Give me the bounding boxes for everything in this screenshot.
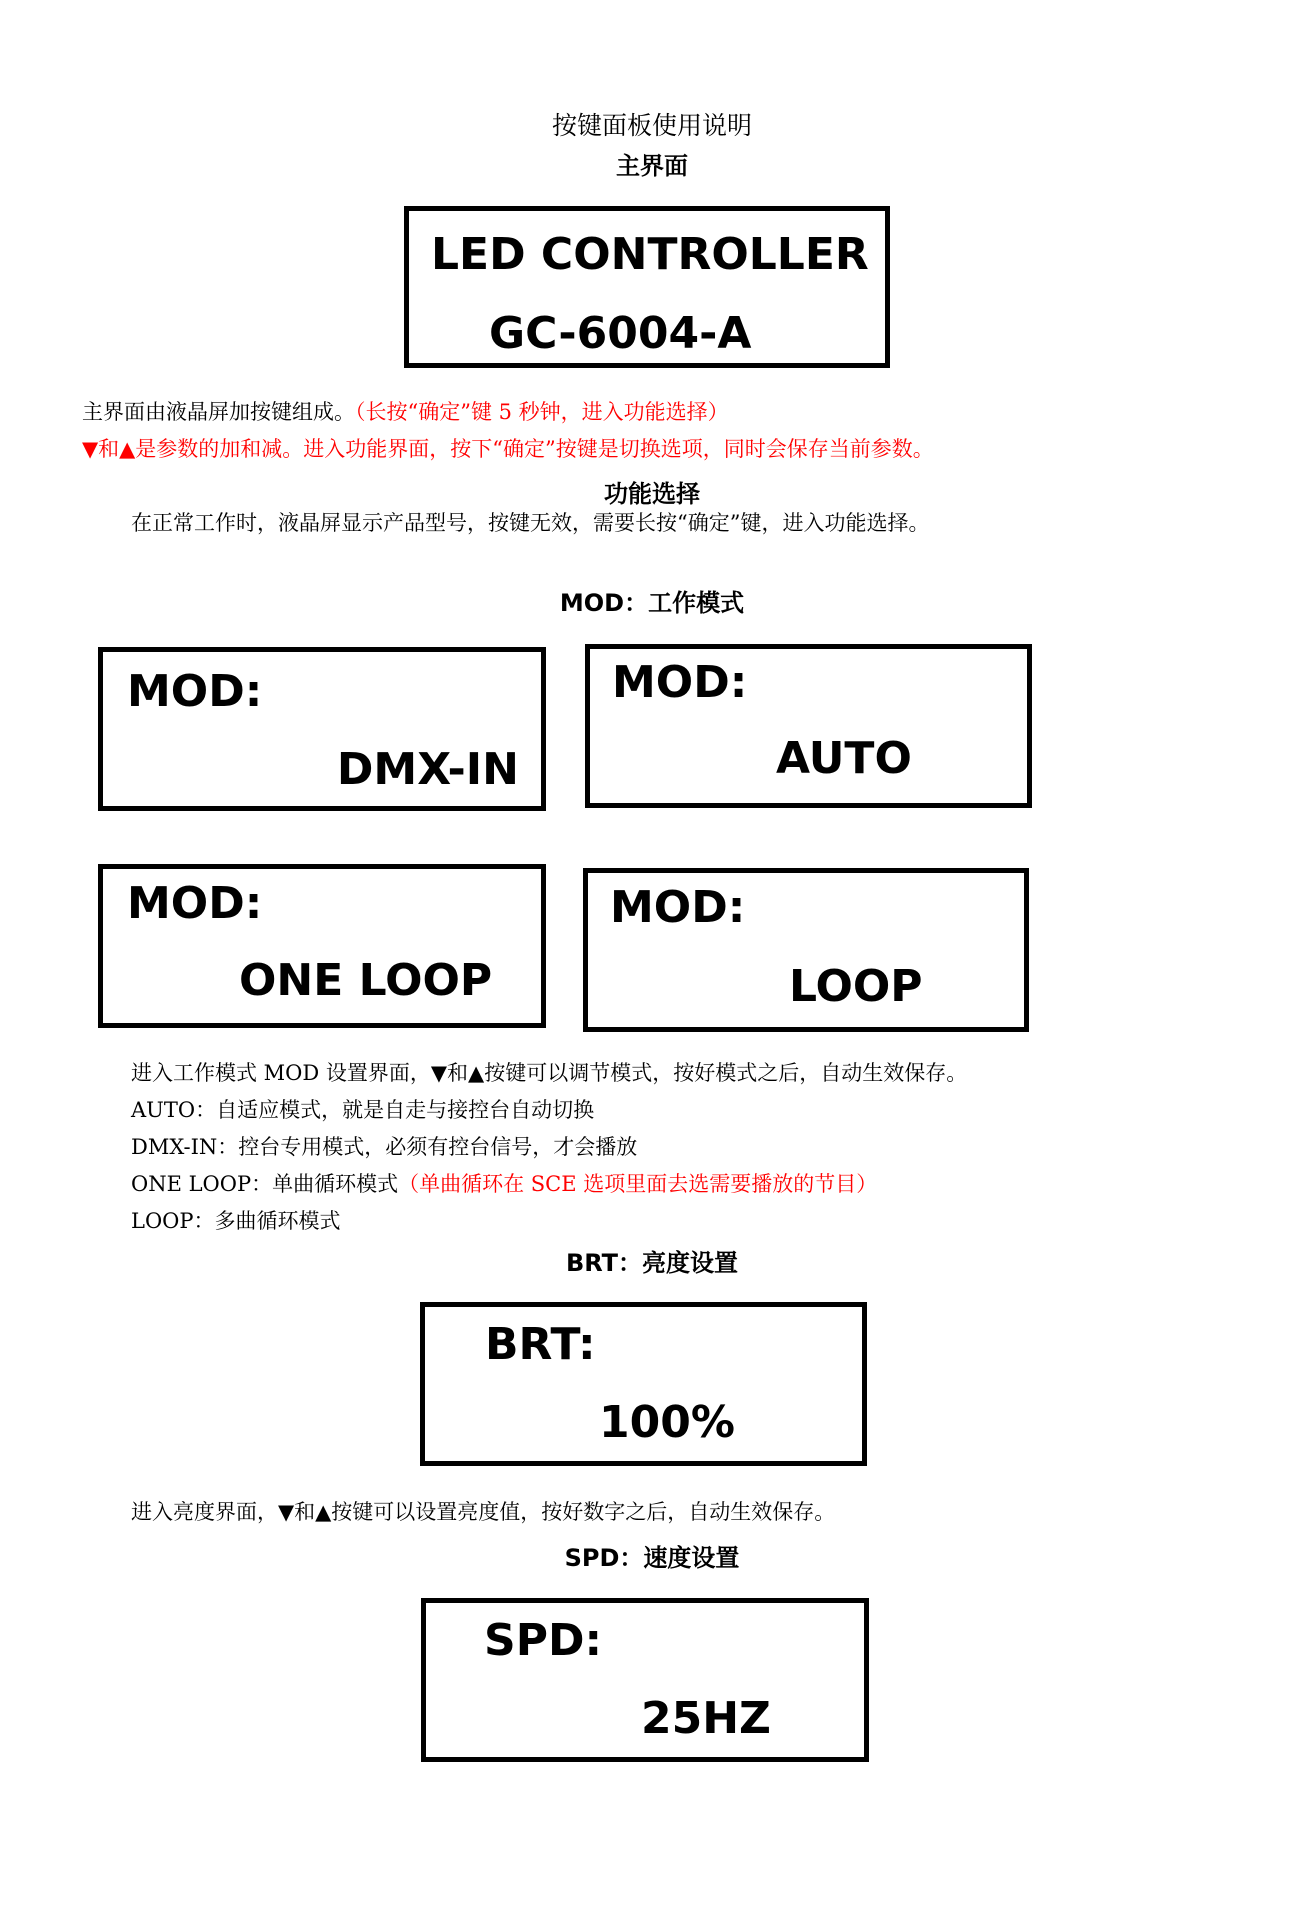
mod-lcd-auto [585, 644, 1032, 808]
mod-lcd-one-loop [98, 864, 546, 1028]
spd-value: 25HZ [641, 1693, 771, 1744]
spd-lcd-screen [421, 1598, 869, 1762]
mod-value: LOOP [789, 961, 923, 1012]
brt-heading: BRT：亮度设置 [565, 1249, 739, 1277]
mod-description-one-loop [131, 1172, 877, 1197]
lcd-line-2: GC-6004-A [489, 308, 752, 359]
mod-description-loop: LOOP：多曲循环模式 [131, 1209, 341, 1233]
brt-description: 进入亮度界面，▼和▲按键可以设置亮度值，按好数字之后，自动生效保存。 [131, 1500, 836, 1524]
main-interface-heading: 主界面 [616, 152, 688, 180]
spd-heading: SPD：速度设置 [564, 1544, 740, 1572]
mod-value: AUTO [776, 733, 912, 784]
main-lcd-screen [404, 206, 890, 368]
main-interface-key-note: ▼和▲是参数的加和减。进入功能界面，按下“确定”按键是切换选项，同时会保存当前参数。 [82, 437, 934, 461]
main-desc-red: （长按“确定”键 5 秒钟，进入功能选择） [355, 400, 729, 424]
function-select-description: 在正常工作时，液晶屏显示产品型号，按键无效，需要长按“确定”键，进入功能选择。 [131, 511, 930, 535]
spd-label: SPD: [484, 1615, 603, 1666]
mod-lcd-dmx-in [98, 647, 546, 811]
main-desc-black: 主界面由液晶屏加按键组成。 [82, 400, 355, 424]
mod-value: DMX-IN [336, 744, 519, 795]
brt-value: 100% [599, 1397, 735, 1448]
brt-lcd-screen [420, 1302, 867, 1466]
mod-description-intro: 进入工作模式 MOD 设置界面，▼和▲按键可以调节模式，按好模式之后，自动生效保存。 [131, 1061, 968, 1085]
lcd-line-1: LED CONTROLLER [431, 229, 869, 280]
mod-label: MOD: [127, 666, 263, 717]
mod-description-auto: AUTO：自适应模式，就是自走与接控台自动切换 [131, 1098, 595, 1122]
mod-label: MOD: [612, 657, 748, 708]
mod-label: MOD: [610, 882, 746, 933]
brt-label: BRT: [485, 1319, 596, 1370]
document-title: 按键面板使用说明 [551, 111, 752, 140]
function-select-heading: 功能选择 [604, 480, 700, 508]
mod-heading: MOD：工作模式 [559, 589, 745, 617]
mod-lcd-loop [583, 868, 1029, 1032]
mod-value: ONE LOOP [239, 955, 493, 1006]
one-loop-desc-black: ONE LOOP：单曲循环模式 [131, 1172, 399, 1196]
mod-description-dmx: DMX-IN：控台专用模式，必须有控台信号，才会播放 [131, 1135, 638, 1159]
mod-label: MOD: [127, 878, 263, 929]
main-interface-description [82, 400, 729, 425]
one-loop-desc-red: （单曲循环在 SCE 选项里面去选需要播放的节目） [398, 1172, 878, 1196]
